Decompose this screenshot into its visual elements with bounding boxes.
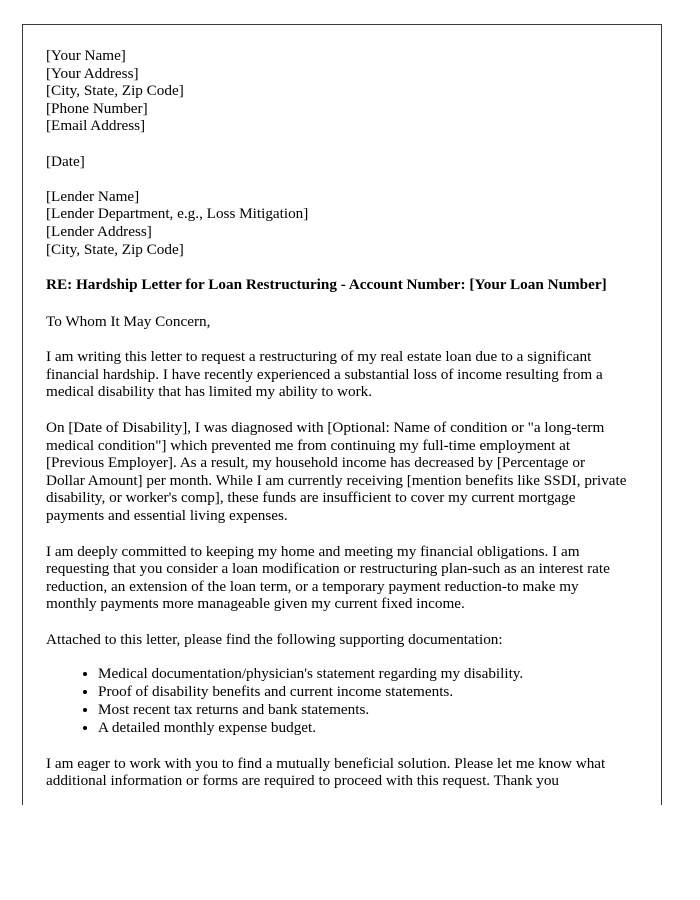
recipient-line: [Lender Name] (46, 187, 140, 205)
date-line: [Date] (46, 152, 85, 170)
body-paragraph-3: I am deeply committed to keeping my home and meeting my financial obligations. I am requesting that you consider a loan modification or restructuring plan-such as an interest rate reduction, an extension of the loan term, or a temporary payment reduction-to make my monthly payments more manageable given my current fixed income. (46, 542, 610, 613)
salutation: To Whom It May Concern, (46, 312, 211, 330)
attachments-list (46, 665, 627, 737)
document-body (23, 25, 661, 790)
date-block (46, 153, 627, 171)
recipient-line: [Lender Address] (46, 222, 152, 240)
sender-line: [Email Address] (46, 117, 146, 135)
sender-line: [City, State, Zip Code] (46, 82, 184, 100)
sender-address-block (46, 47, 627, 135)
sender-line: [Phone Number] (46, 99, 148, 117)
list-item: • A detailed monthly expense budget. (98, 719, 627, 737)
body-paragraph-1: I am writing this letter to request a restructuring of my real estate loan due to a significant financial hardship. I have recently experienced a substantial loss of income resulting from a medical disability that has limited my ability to work. (46, 348, 603, 401)
spacer (46, 170, 627, 188)
body-paragraph-2: On [Date of Disability], I was diagnosed with [Optional: Name of condition or "a long-term medical condition"] which prevented me from continuing my full-time employment at [Previous Employer]. As a result, my household income has decreased by [Percentage or Dollar Amount] per month. While I am currently receiving [mention benefits like SSDI, private disability, or worker's comp], these funds are insufficient to cover my current mortgage payments and essential living expenses. (46, 419, 627, 524)
document-page (22, 24, 662, 805)
attachments-intro: Attached to this letter, please find the following supporting documentation: (46, 630, 503, 648)
list-item: • Most recent tax returns and bank statements. (98, 701, 627, 719)
subject-line: RE: Hardship Letter for Loan Restructuring - Account Number: [Your Loan Number] (46, 276, 607, 294)
sender-line: [Your Address] (46, 64, 139, 82)
spacer (46, 135, 627, 153)
recipient-line: [Lender Department, e.g., Loss Mitigation] (46, 205, 309, 223)
sender-line: [Your Name] (46, 47, 126, 64)
list-item: • Medical documentation/physician's statement regarding my disability. (98, 665, 627, 683)
recipient-line: [City, State, Zip Code] (46, 240, 184, 258)
recipient-address-block (46, 188, 627, 258)
list-item: • Proof of disability benefits and current income statements. (98, 683, 627, 701)
closing-paragraph: I am eager to work with you to find a mutually beneficial solution. Please let me know what additional information or forms are required to proceed with this request. Thank you (46, 754, 606, 790)
